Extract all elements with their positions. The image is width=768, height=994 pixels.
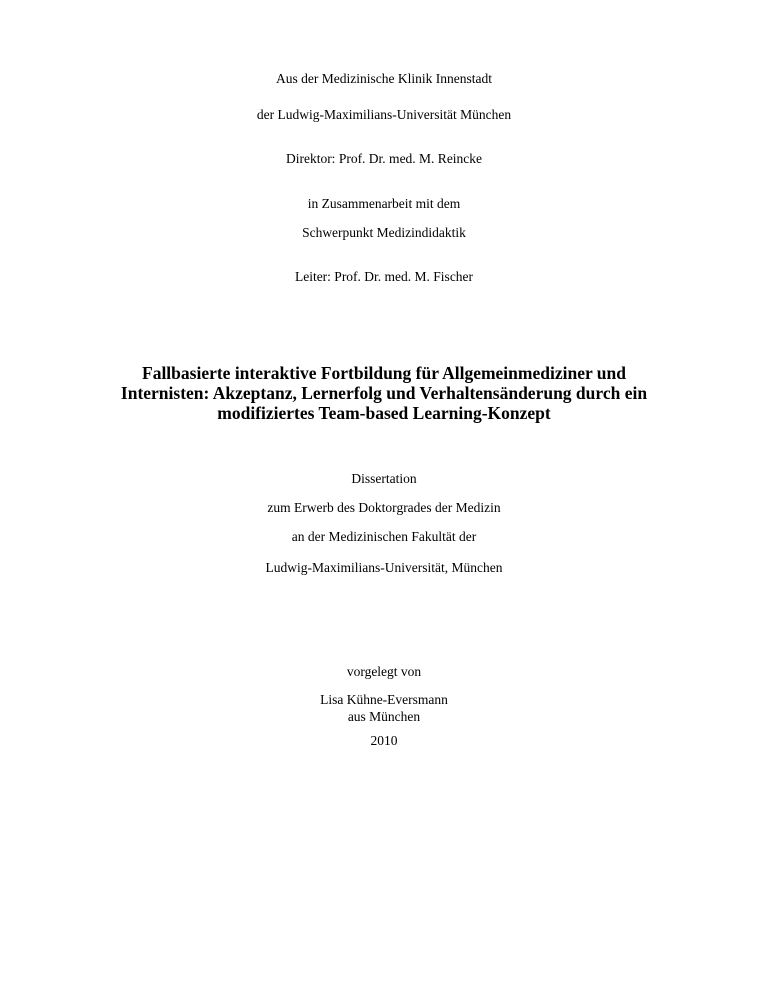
university-line: der Ludwig-Maximilians-Universität München [256,107,512,122]
degree-purpose-line: zum Erwerb des Doktorgrades der Medizin [267,500,501,515]
university-city-line: Ludwig-Maximilians-Universität, München [265,560,503,575]
thesis-title-line-3: modifiziertes Team-based Learning-Konzept [217,403,551,423]
thesis-title-line-1: Fallbasierte interaktive Fortbildung für Allgemeinmediziner und [142,363,626,383]
focus-line: Schwerpunkt Medizindidaktik [302,225,466,240]
dissertation-label: Dissertation [351,471,417,486]
author-origin: aus München [347,709,421,724]
thesis-title-line-2: Internisten: Akzeptanz, Lernerfolg und Verhaltensänderung durch ein [120,383,648,403]
cooperation-line: in Zusammenarbeit mit dem [307,196,461,211]
submitted-by-line: vorgelegt von [346,664,422,679]
author-name: Lisa Kühne-Eversmann [320,692,448,707]
year: 2010 [370,733,398,748]
clinic-line: Aus der Medizinische Klinik Innenstadt [276,71,492,86]
faculty-line: an der Medizinischen Fakultät der [291,529,477,544]
leader-line: Leiter: Prof. Dr. med. M. Fischer [294,269,474,284]
director-line: Direktor: Prof. Dr. med. M. Reincke [285,151,483,166]
